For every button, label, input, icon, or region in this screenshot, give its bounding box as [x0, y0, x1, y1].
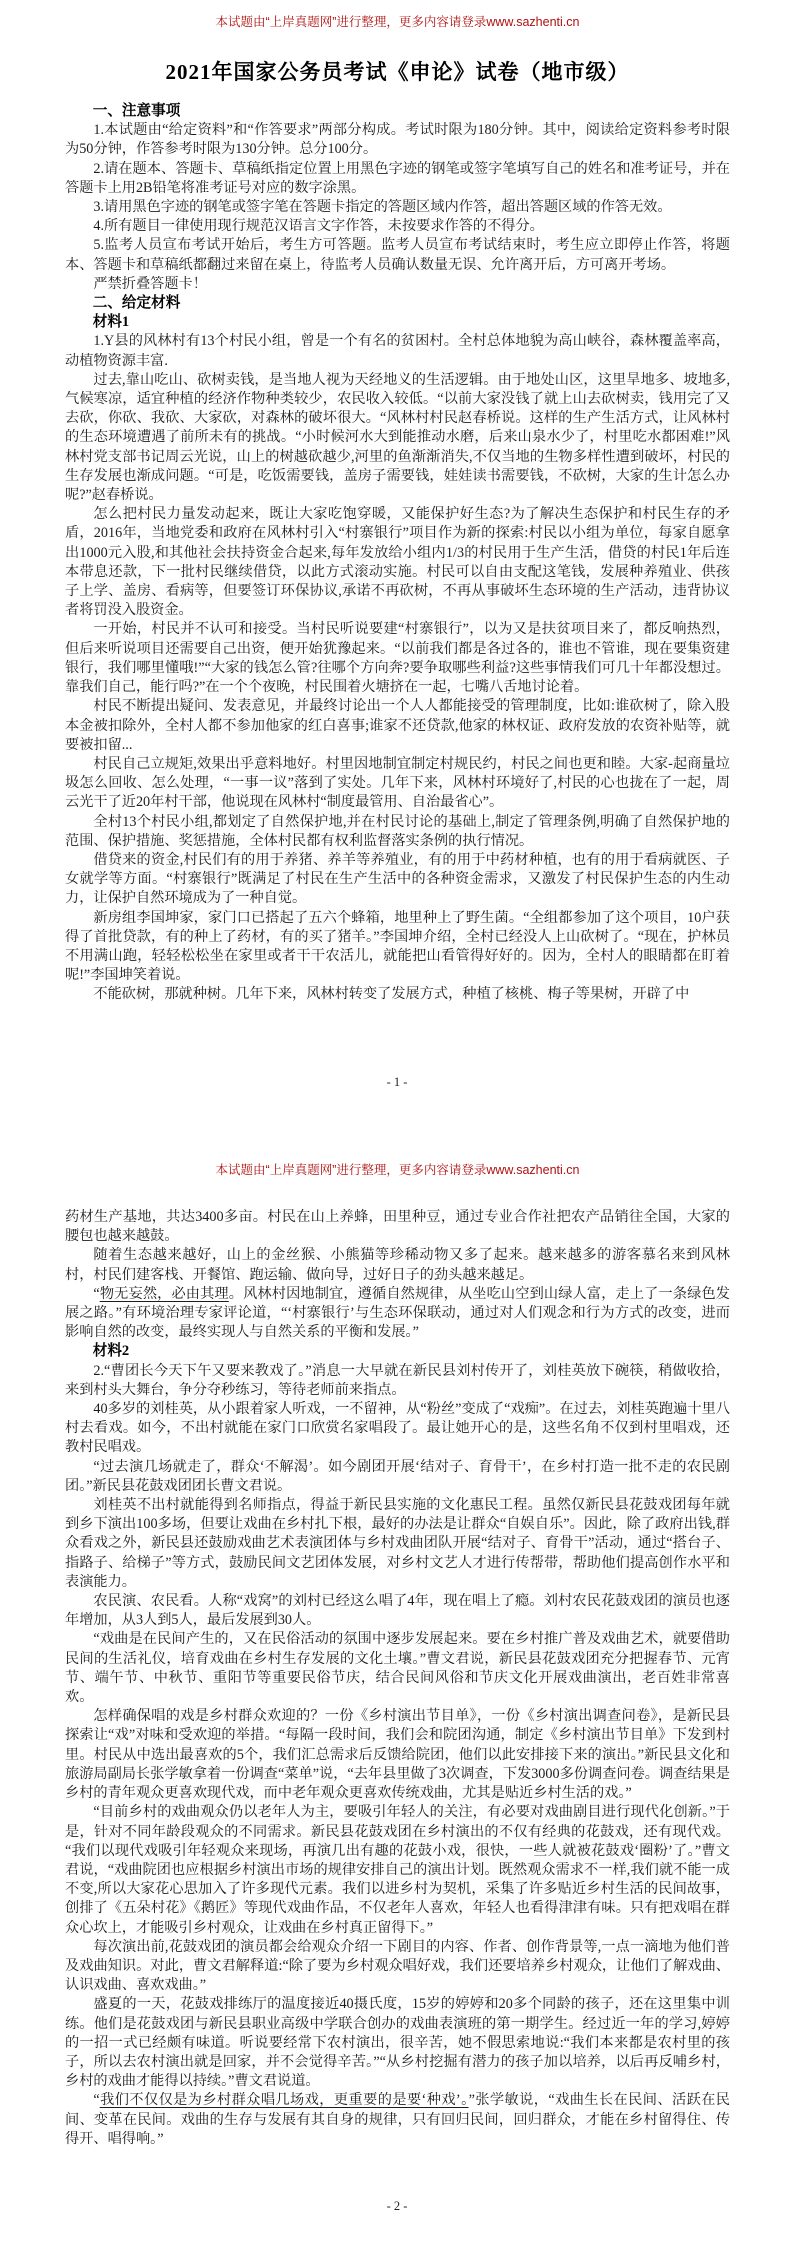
note-item-4: 4.所有题目一律使用现行规范汉语言文字作答，未按要求作答的不得分。	[93, 218, 544, 235]
material1-paragraph: 新房组李国坤家，家门口已搭起了五六个蜂箱，地里种上了野生菌。“全组都参加了这个项目，10户获得了首批贷款，有的种上了药材，有的买了猪羊。”李国坤介绍，全村已经没人上山砍树了。“现在，护林员不用满山跑，轻轻松松坐在家里或者干干农活儿，就能把山看管得好好的。因为，全村人的眼睛都在盯着呢!”李国坤笑着说。	[65, 909, 730, 984]
page-number-2: - 2 -	[386, 2199, 408, 2213]
page-1	[0, 0, 794, 1120]
note-item-5: 5.监考人员宣布考试开始后，考生方可答题。监考人员宣布考试结束时，考生应立即停止作答，将题本、答题卡和草稿纸都翻过来留在桌上，待监考人员确认数量无误、允许离开后，方可离开考场。	[65, 237, 730, 273]
quote-rest: 。风林村因地制宜，遵循自然规律，从坐吃山空到山绿人富，走上了一条绿色发展之路。”有环境治理专家评论道，“‘村寨银行’与生态环保联动，通过对人们观念和行为方式的改变，进而影响自然的改变，最终实现人与自然关系的平衡和发展。”	[65, 1285, 730, 1341]
material2-paragraph: 怎样确保唱的戏是乡村群众欢迎的？一份《乡村演出节目单》，一份《乡村演出调查问卷》，是新民县探索让“戏”对味和受欢迎的举措。“每隔一段时间，我们会和院团沟通，制定《乡村演出节目单》下发到村里。村民从中选出最喜欢的5个，我们汇总需求后反馈给院团，他们以此安排接下来的演出。”新民县文化和旅游局副局长张学敏拿着一份调查“菜单”说，“去年县里做了3次调查，下发3000多份调查问卷。调查结果是乡村的青年观众更喜欢现代戏，而中老年观众更喜欢传统戏曲，尤其是贴近乡村生活的戏。”	[65, 1708, 730, 1802]
quote-rest: ”张学敏说，“戏曲生长在民间、活跃在民间、变革在民间。戏曲的生存与发展有其自身的规律，只有回归民间，回归群众，才能在乡村留得住、传得开、唱得响。”	[65, 2092, 730, 2147]
source-notice: 本试题由“上岸真题网”进行整理，更多内容请登录www.sazhenti.cn	[215, 15, 580, 29]
note-item-2: 2.请在题本、答题卡、草稿纸指定位置上用黑色字迹的钢笔或签字笔填写自己的姓名和准考证号，并在答题卡上用2B铅笔将准考证号对应的数字涂黑。	[65, 160, 730, 196]
material1-paragraph: 村民不断提出疑问、发表意见，并最终讨论出一个人人都能接受的管理制度，比如:谁砍树了，除入股本金被扣除外，全村人都不参加他家的红白喜事;谁家不还贷款,他家的林权证、政府发放的农资补贴等，就要被扣留...	[65, 698, 730, 753]
notes-heading: 一、注意事项	[92, 103, 181, 119]
material1-paragraph: 一开始，村民并不认可和接受。当村民听说要建“村寨银行”，以为又是扶贫项目来了，都反响热烈，但后来听说项目还需要自己出资，便开始犹豫起来。“以前我们都是各过各的，谁也不管谁，现在要集资建银行，我们哪里懂哦!”“大家的钱怎么管?往哪个方向奔?要争取哪些利益?这些事情我们可几十年都没想过。靠我们自己，能行吗?”在一个个夜晚，村民围着火塘挤在一起，七嘴八舌地讨论着。	[65, 621, 730, 696]
material1-paragraph: 借贷来的资金,村民们有的用于养猪、养羊等养殖业，有的用于中药材种植，也有的用于看病就医、子女就学等方面。“村寨银行”既满足了村民在生产生活中的各种资金需求，又激发了村民保护生态的内生动力，让保护自然环境成为了一种自觉。	[65, 851, 730, 907]
material1-heading: 材料1	[92, 314, 130, 331]
material2-paragraph: “目前乡村的戏曲观众仍以老年人为主，要吸引年轻人的关注，有必要对戏曲剧目进行现代化创新。”于是，针对不同年龄段观众的不同需求。新民县花鼓戏团在乡村演出的不仅有经典的花鼓戏，还有现代戏。“我们以现代戏吸引年轻观众来现场，再演几出有趣的花鼓小戏，很快，一些人就被花鼓戏‘圈粉’了。”曹文君说，“戏曲院团也应根据乡村演出市场的规律安排自己的演出计划。既然观众需求不一样,我们就不能一成不变,所以大家花心思加入了许多现代元素。我们以进乡村为契机，采集了许多贴近乡村生活的民间故事，创排了《五朵村花》《鹅匠》等现代戏曲作品，不仅老年人喜欢，年轻人也看得津津有味。只有把戏唱在群众心坎上，才能吸引乡村观众，让戏曲在乡村真正留得下。”	[65, 1804, 730, 1936]
note-item-1: 1.本试题由“给定资料”和“作答要求”两部分构成。考试时限为180分钟。其中，阅读给定资料参考时限为50分钟，作答参考时限为130分钟。总分100分。	[65, 122, 730, 158]
quote-open: “	[93, 2092, 100, 2109]
material2-paragraph: 40多岁的刘桂英，从小跟着家人听戏，一不留神，从“粉丝”变成了“戏痴”。在过去，刘桂英跑遍十里八村去看戏。如今，不出村就能在家门口欣赏名家唱段了。最让她开心的是，这些名角不仅到村里唱戏，还教村民唱戏。	[65, 1401, 730, 1456]
material1-continuation-paragraph: 药材生产基地，共达3400多亩。村民在山上养蜂，田里种豆，通过专业合作社把农产品销往全国，大家的腰包也越来越鼓。	[65, 1209, 730, 1245]
source-notice: 本试题由“上岸真题网”进行整理，更多内容请登录www.sazhenti.cn	[215, 1163, 580, 1177]
material1-paragraph: 1.Y县的风林村有13个村民小组，曾是一个有名的贫困村。全村总体地貌为高山峡谷，森林覆盖率高，动植物资源丰富.	[65, 333, 730, 369]
materials-heading: 二、给定材料	[92, 295, 181, 312]
page-title: 2021年国家公务员考试《申论》试卷（地市级）	[165, 60, 630, 84]
warning-text: 严禁折叠答题卡！	[93, 275, 207, 292]
material1-paragraph: 不能砍树，那就种树。几年下来，风林村转变了发展方式，种植了核桃、梅子等果树，开辟了中	[93, 986, 690, 1003]
material2-heading: 材料2	[92, 1343, 130, 1360]
material2-paragraph: “戏曲是在民间产生的，又在民俗活动的氛围中逐步发展起来。要在乡村推广普及戏曲艺术，就要借助民间的生活礼仪，培育戏曲在乡村生存发展的文化土壤。”曹文君说，新民县花鼓戏团充分把握春节、元宵节、端午节、中秋节、重阳节等重要民俗节庆，结合民间风俗和节庆文化开展戏曲演出，老百姓非常喜欢。	[65, 1631, 730, 1706]
material2-paragraph: 2.“曹团长今天下午又要来教戏了。”消息一大早就在新民县刘村传开了，刘桂英放下碗筷，稍做收拾，来到村头大舞台，争分夺秒练习，等待老师前来指点。	[65, 1362, 730, 1398]
material1-continuation-paragraph: 随着生态越来越好，山上的金丝猴、小熊猫等珍稀动物又多了起来。越来越多的游客慕名来到风林村，村民们建客栈、开餐馆、跑运输、做向导，过好日子的劲头越来越足。	[65, 1247, 730, 1283]
material2-paragraph: “过去演几场就走了，群众‘不解渴’。如今剧团开展‘结对子、育骨干’，在乡村打造一批不走的农民剧团。”新民县花鼓戏团团长曹文君说。	[65, 1458, 730, 1494]
material2-paragraph: 刘桂英不出村就能得到名师指点，得益于新民县实施的文化惠民工程。虽然仅新民县花鼓戏团每年就到乡下演出100多场，但要让戏曲在乡村扎下根，最好的办法是让群众“自娱自乐”。因此，除了政府出钱,群众看戏之外，新民县还鼓励戏曲艺术表演团体与乡村戏曲团队开展“结对子、育骨干”活动，通过“搭台子、指路子、给梯子”等方式，鼓励民间文艺团体发展，对乡村文艺人才进行传帮带，帮助他们提高创作水平和表演能力。	[65, 1497, 730, 1590]
material1-paragraph: 村民自己立规矩,效果出乎意料地好。村里因地制宜制定村规民约，村民之间也更和睦。大家-起商量垃圾怎么回收、怎么处理，“一事一议”落到了实处。几年下来，风林村环境好了,村民的心也拢在了一起，周云光干了近20年村干部，他说现在风林村“制度最管用、自治最省心”。	[65, 755, 730, 811]
page-2	[0, 1120, 794, 2244]
material2-closing-quote-paragraph	[65, 2091, 730, 2149]
material2-paragraph: 农民演、农民看。人称“戏窝”的刘村已经这么唱了4年，现在唱上了瘾。刘村农民花鼓戏团的演员也逐年增加，从3人到5人，最后发展到30人。	[65, 1593, 730, 1629]
material1-paragraph: 全村13个村民小组,都划定了自然保护地,并在村民讨论的基础上,制定了管理条例,明确了自然保护地的范围、保护措施、奖惩措施，全体村民都有权利监督落实条例的执行情况。	[65, 813, 730, 849]
material2-paragraph: 盛夏的一天，花鼓戏排练厅的温度接近40摄氏度，15岁的婷婷和20多个同龄的孩子，还在这里集中训练。他们是花鼓戏团与新民县职业高级中学联合创办的戏曲表演班的第一期学生。经过近一年的学习,婷婷的一招一式已经颇有味道。听说要经常下农村演出，很辛苦，她不假思索地说:“我们本来都是农村里的孩子，所以去农村演出就是回家，并不会觉得辛苦。”“从乡村挖掘有潜力的孩子加以培养，以后再反哺乡村，乡村的戏曲才能得以持续。”曹文君说道。	[65, 1996, 730, 2090]
material2-paragraph: 每次演出前,花鼓戏团的演员都会给观众介绍一下剧目的内容、作者、创作背景等,一点一滴地为他们普及戏曲知识。对此，曹文君解释道:“除了要为乡村观众唱好戏，我们还要培养乡村观众，让他们了解戏曲、认识戏曲、喜欢戏曲。”	[65, 1938, 730, 1994]
material1-paragraph: 过去,靠山吃山、砍树卖钱，是当地人视为天经地义的生活逻辑。由于地处山区，这里旱地多、坡地多,气候寒凉，适宜种植的经济作物种类较少，农民收入较低。“以前大家没钱了就上山去砍树卖，钱用完了又去砍，你砍、我砍、大家砍，对森林的破坏很大。“风林村村民赵春桥说。这样的生产生活方式，让风林村的生态环境遭遇了前所未有的挑战。“小时候河水大到能推动水磨，后来山泉水少了，村里吃水都困难!”风林村党支部书记周云光说，山上的树越砍越少,河里的鱼渐渐消失,不仅当地的生物多样性遭到破坏，村民的生存发展也渐成问题。“可是，吃饭需要钱，盖房子需要钱，娃娃读书需要钱，不砍树，大家的生计怎么办呢?”赵春桥说。	[65, 371, 730, 504]
material1-paragraph: 怎么把村民力量发动起来，既让大家吃饱穿暖，又能保护好生态?为了解决生态保护和村民生存的矛盾，2016年，当地党委和政府在风林村引入“村寨银行”项目作为新的探索:村民以小组为单位，每家自愿拿出1000元入股,和其他社会扶持资金合起来,每年发放给小组内1/3的村民用于生产生活，借贷的村民1年后连本带息还款，下一批村民继续借贷，以此方式滚动实施。村民可以自由支配这笔钱，发展种养殖业、供孩子上学、盖房、看病等，但要签订环保协议,承诺不再砍树，不再从事破坏生态环境的生产活动，违背协议者将罚没入股资金。	[65, 506, 730, 619]
note-item-3: 3.请用黑色字迹的钢笔或签字笔在答题卡指定的答题区域内作答，超出答题区域的作答无效。	[93, 199, 672, 216]
underlined-phrase: 物无妄然，必由其理	[99, 1285, 229, 1302]
underlined-phrase: 我们不仅仅是为乡村群众唱几场戏，更重要的是要‘种戏’。	[99, 2092, 469, 2109]
material1-expert-quote-paragraph	[65, 1285, 730, 1343]
quote-open: “	[93, 1285, 100, 1302]
page-number-1: - 1 -	[386, 1075, 408, 1089]
